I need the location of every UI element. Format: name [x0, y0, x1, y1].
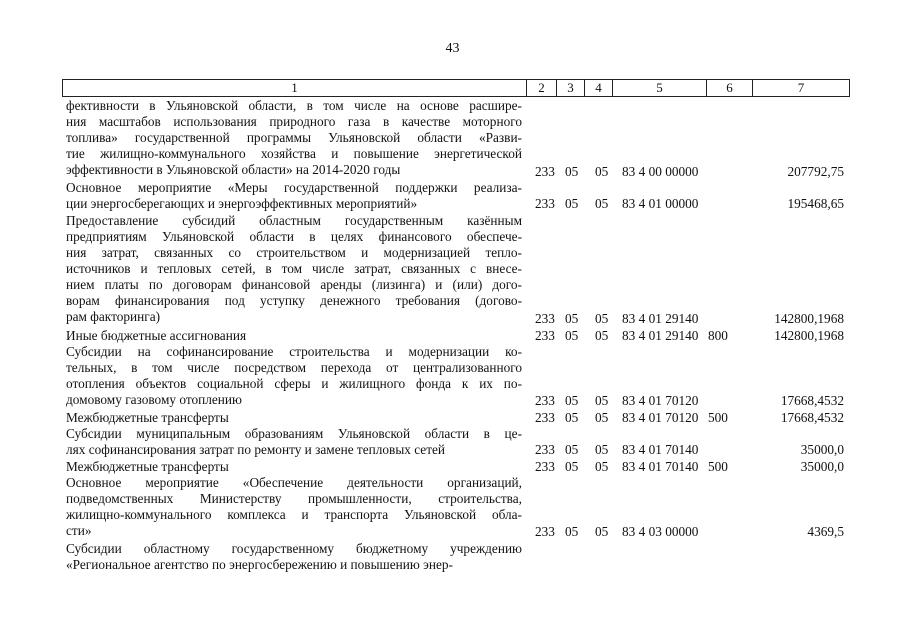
section-code: 05: [565, 311, 579, 327]
section-code: 05: [565, 442, 579, 458]
subsection-code: 05: [595, 311, 609, 327]
amount-value: 4369,5: [807, 524, 844, 540]
grbs-code: 233: [535, 409, 555, 425]
description-line: отопления объектов социальной сферы и жилищного фонда к их по-: [66, 376, 522, 391]
target-article-code: 83 4 00 00000: [622, 163, 699, 179]
description-line: Основное мероприятие «Меры государственной поддержки реализа-: [66, 180, 522, 195]
column-header-2: 2: [527, 80, 557, 97]
expense-type-code: 500: [708, 458, 728, 474]
row-description: [66, 328, 522, 344]
amount-value: 195468,65: [787, 196, 844, 212]
description-line: тие жилищно-коммунального хозяйства и повышение энергетической: [66, 146, 522, 161]
row-description: [66, 98, 522, 178]
grbs-code: 233: [535, 524, 555, 540]
description-line: нием платы по договорам финансовой аренды (лизинга) и (или) дого-: [66, 276, 522, 292]
amount-value: 142800,1968: [774, 311, 844, 327]
row-description: [66, 180, 522, 212]
description-line: ворам финансирования под уступку денежного требования (догово-: [66, 292, 522, 308]
section-code: 05: [565, 524, 579, 540]
section-code: 05: [565, 458, 579, 474]
amount-value: 17668,4532: [780, 409, 844, 425]
target-article-code: 83 4 01 00000: [622, 196, 699, 212]
subsection-code: 05: [595, 442, 609, 458]
description-line: предприятиям Ульяновской области в целях финансового обеспече-: [66, 228, 522, 244]
description-line: рам факторинга): [66, 308, 161, 324]
target-article-code: 83 4 01 29140: [622, 327, 699, 343]
amount-value: 35000,0: [800, 442, 844, 458]
target-article-code: 83 4 01 70120: [622, 393, 699, 409]
target-article-code: 83 4 01 70140: [622, 458, 699, 474]
description-line: фективности в Ульяновской области, в том числе на основе расшире-: [66, 98, 522, 113]
grbs-code: 233: [535, 393, 555, 409]
column-header-6: 6: [707, 80, 753, 97]
description-line: ния затрат, связанных со строительством и модернизацией тепло-: [66, 244, 522, 260]
row-description: [66, 213, 522, 325]
column-header-7: 7: [753, 80, 850, 97]
expense-type-code: 500: [708, 409, 728, 425]
column-header-3: 3: [557, 80, 585, 97]
subsection-code: 05: [595, 196, 609, 212]
description-line: Межбюджетные трансферты: [66, 409, 229, 425]
section-code: 05: [565, 327, 579, 343]
page-number: 43: [445, 41, 460, 56]
amount-value: 35000,0: [800, 458, 844, 474]
target-article-code: 83 4 01 29140: [622, 311, 699, 327]
subsection-code: 05: [595, 458, 609, 474]
target-article-code: 83 4 03 00000: [622, 524, 699, 540]
grbs-code: 233: [535, 442, 555, 458]
grbs-code: 233: [535, 196, 555, 212]
section-code: 05: [565, 163, 579, 179]
description-line: подведомственных Министерству промышленности, строительства,: [66, 491, 522, 507]
column-header-row: [62, 79, 850, 97]
description-line: Субсидии областному государственному бюджетному учреждению: [66, 540, 522, 556]
grbs-code: 233: [535, 458, 555, 474]
subsection-code: 05: [595, 163, 609, 179]
column-header-1: 1: [63, 80, 527, 97]
row-description: [66, 475, 522, 539]
description-line: Межбюджетные трансферты: [66, 458, 229, 474]
row-description: [66, 459, 522, 475]
subsection-code: 05: [595, 327, 609, 343]
description-line: Субсидии на софинансирование строительства и модернизации ко-: [66, 344, 522, 359]
description-line: эффективности в Ульяновской области» на 2014-2020 годы: [66, 162, 401, 177]
subsection-code: 05: [595, 524, 609, 540]
amount-value: 17668,4532: [780, 393, 844, 409]
target-article-code: 83 4 01 70140: [622, 442, 699, 458]
column-header-4: 4: [585, 80, 613, 97]
amount-value: 207792,75: [787, 163, 844, 179]
description-line: тельных, в том числе посредством перехода от централизованного: [66, 360, 522, 375]
description-line: лях софинансирования затрат по ремонту и замене тепловых сетей: [66, 442, 446, 457]
description-line: Субсидии муниципальным образованиям Ульяновской области в це-: [66, 426, 522, 441]
section-code: 05: [565, 196, 579, 212]
column-header-5: 5: [613, 80, 707, 97]
row-description: [66, 410, 522, 426]
grbs-code: 233: [535, 327, 555, 343]
section-code: 05: [565, 409, 579, 425]
description-line: «Региональное агентство по энергосбережению и повышению энер-: [66, 556, 453, 572]
subsection-code: 05: [595, 393, 609, 409]
description-line: Предоставление субсидий областным государственным казённым: [66, 212, 522, 228]
description-line: сти»: [66, 523, 92, 539]
grbs-code: 233: [535, 163, 555, 179]
expense-type-code: 800: [708, 327, 728, 343]
description-line: Основное мероприятие «Обеспечение деятельности организаций,: [66, 475, 522, 491]
row-description: [66, 426, 522, 458]
description-line: домовому газовому отоплению: [66, 392, 242, 407]
description-line: жилищно-коммунального комплекса и транспорта Ульяновской обла-: [66, 507, 522, 523]
grbs-code: 233: [535, 311, 555, 327]
subsection-code: 05: [595, 409, 609, 425]
target-article-code: 83 4 01 70120: [622, 409, 699, 425]
description-line: ния масштабов использования природного газа в качестве моторного: [66, 114, 522, 129]
row-description: [66, 541, 522, 573]
description-line: топлива» государственной программы Ульяновской области «Разви-: [66, 130, 522, 145]
row-description: [66, 344, 522, 408]
description-line: ции энергосберегающих и энергоэффективных мероприятий»: [66, 196, 418, 211]
description-line: источников и тепловых сетей, в том числе затрат, связанных с внесе-: [66, 260, 522, 276]
amount-value: 142800,1968: [774, 327, 844, 343]
section-code: 05: [565, 393, 579, 409]
description-line: Иные бюджетные ассигнования: [66, 327, 247, 343]
